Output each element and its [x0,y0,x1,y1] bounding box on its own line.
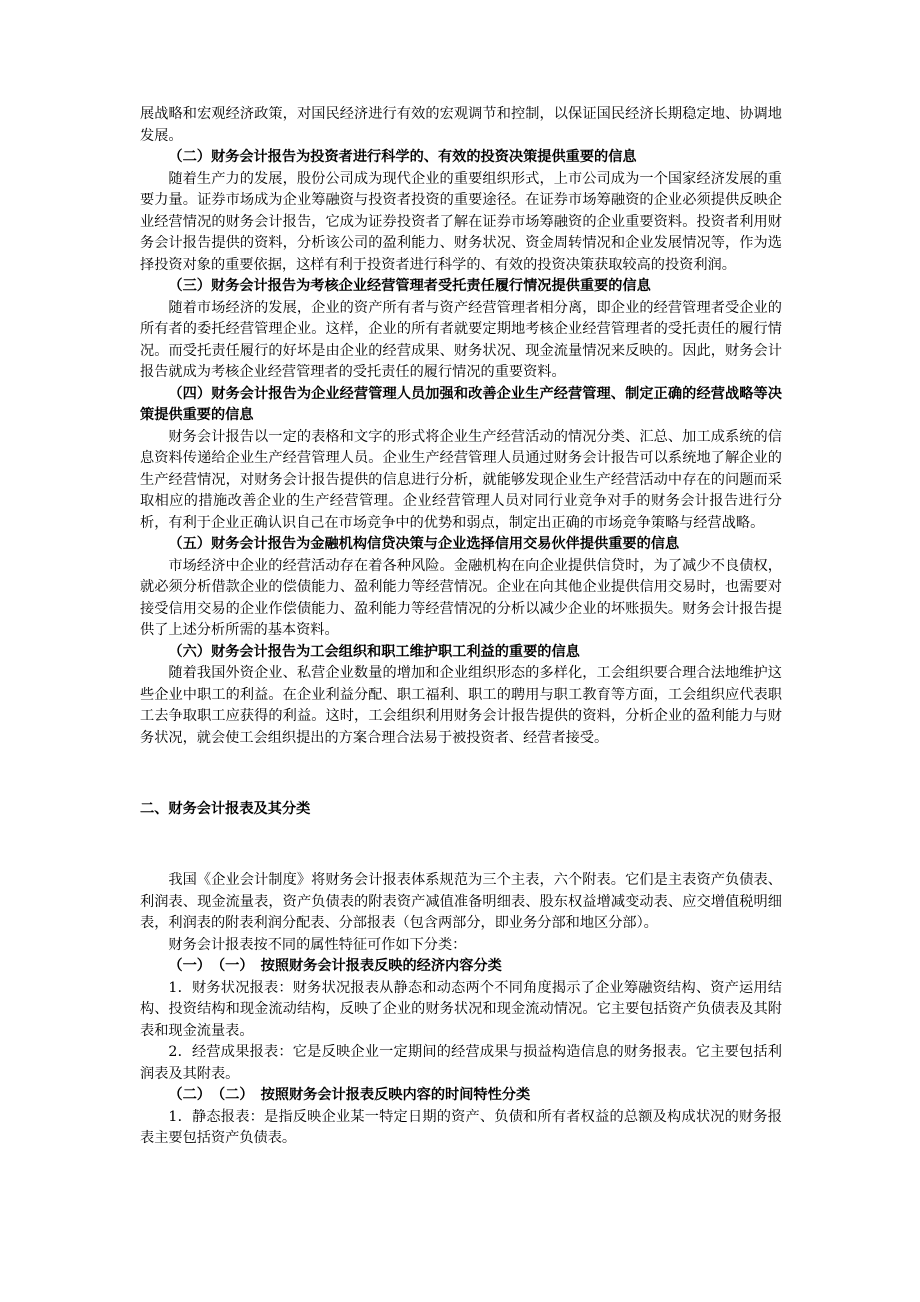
section-subheading: （五）财务会计报告为金融机构信贷决策与企业选择信用交易伙伴提供重要的信息 [168,536,680,552]
body-paragraph: 我国《企业会计制度》将财务会计报表体系规范为三个主表，六个附表。它们是主表资产负债表、利润表、现金流量表，资产负债表的附表资产减值准备明细表、股东权益增减变动表、应交增值税明细表，利润表的附表利润分配表、分部报表（包含两部分，即业务分部和地区分部）。 [140,872,782,932]
section-subheading: （二） （二） 按照财务会计报表反映内容的时间特性分类 [168,1087,531,1104]
body-paragraph: 随着生产力的发展，股份公司成为现代企业的重要组织形式，上市公司成为一个国家经济发展的重要力量。证券市场成为企业筹融资与投资者投资的重要途径。在证券市场筹融资的企业必须提供反映企业经营情况的财务会计报告，它成为证券投资者了解在证券市场筹融资的企业重要资料。投资者利用财务会计报告提供的资料，分析该公司的盈利能力、财务状况、资金周转情况和企业发展情况等，作为选择投资对象的重要依据，这样有利于投资者进行科学的、有效的投资决策获取较高的投资利润。 [140,170,782,273]
body-paragraph: 1．静态报表：是指反映企业某一特定日期的资产、负债和所有者权益的总额及构成状况的财务报表主要包括资产负债表。 [140,1108,782,1147]
section-subheading: （三）财务会计报告为考核企业经营管理者受托责任履行情况提供重要的信息 [168,278,651,294]
body-paragraph: 财务会计报表按不同的属性特征可作如下分类： [168,936,467,953]
section-subheading: （一） （一） 按照财务会计报表反映的经济内容分类 [168,958,502,975]
body-paragraph: 市场经济中企业的经营活动存在着各种风险。金融机构在向企业提供信贷时，为了减少不良债权，就必须分析借款企业的偿债能力、盈利能力等经营情况。企业在向其他企业提供信用交易时，也需要对接受信用交易的企业作偿债能力、盈利能力等经营情况的分析以减少企业的坏账损失。财务会计报告提供了上述分析所需的基本资料。 [140,557,782,638]
body-paragraph: 1．财务状况报表：财务状况报表从静态和动态两个不同角度揭示了企业筹融资结构、资产运用结构、投资结构和现金流动结构，反映了企业的财务状况和现金流动情况。它主要包括资产负债表及其附表和现金流量表。 [140,979,782,1039]
body-paragraph: 随着我国外资企业、私营企业数量的增加和企业组织形态的多样化，工会组织要合理合法地维护这些企业中职工的利益。在企业利益分配、职工福利、职工的聘用与职工教育等方面，工会组织应代表职工去争取职工应获得的利益。这时，工会组织利用财务会计报告提供的资料，分析企业的盈利能力与财务状况，就会使工会组织提出的方案合理合法易于被投资者、经营者接受。 [140,665,782,746]
spacer [140,763,782,785]
section-subheading: （二）财务会计报告为投资者进行科学的、有效的投资决策提供重要的信息 [168,149,637,165]
body-paragraph: 展战略和宏观经济政策，对国民经济进行有效的宏观调节和控制，以保证国民经济长期稳定地、协调地发展。 [140,106,782,144]
section-subheading: （四）财务会计报告为企业经营管理人员加强和改善企业生产经营管理、制定正确的经营战略等决策提供重要的信息 [140,385,782,423]
document-page [140,104,782,1150]
section-subheading: （六）财务会计报告为工会组织和职工维护职工利益的重要的信息 [168,643,580,660]
spacer [140,835,782,857]
body-paragraph: 2．经营成果报表：它是反映企业一定期间的经营成果与损益构造信息的财务报表。它主要包括利润表及其附表。 [140,1044,782,1082]
section-heading: 二、财务会计报表及其分类 [140,800,311,817]
body-paragraph: 财务会计报告以一定的表格和文字的形式将企业生产经营活动的情况分类、汇总、加工成系统的信息资料传递给企业生产经营管理人员。企业生产经营管理人员通过财务会计报告可以系统地了解企业的生产经营情况，对财务会计报告提供的信息进行分析，就能够发现企业生产经营活动中存在的问题而采取相应的措施改善企业的生产经营管理。企业经营管理人员对同行业竞争对手的财务会计报告进行分析，有利于企业正确认识自己在市场竞争中的优势和弱点，制定出正确的市场竞争策略与经营战略。 [140,428,782,531]
body-paragraph: 随着市场经济的发展，企业的资产所有者与资产经营管理者相分离，即企业的经营管理者受企业的所有者的委托经营管理企业。这样，企业的所有者就要定期地考核企业经营管理者的受托责任的履行情况。而受托责任履行的好坏是由企业的经营成果、财务状况、现金流量情况来反映的。因此，财务会计报告就成为考核企业经营管理者的受托责任的履行情况的重要资料。 [140,299,782,380]
